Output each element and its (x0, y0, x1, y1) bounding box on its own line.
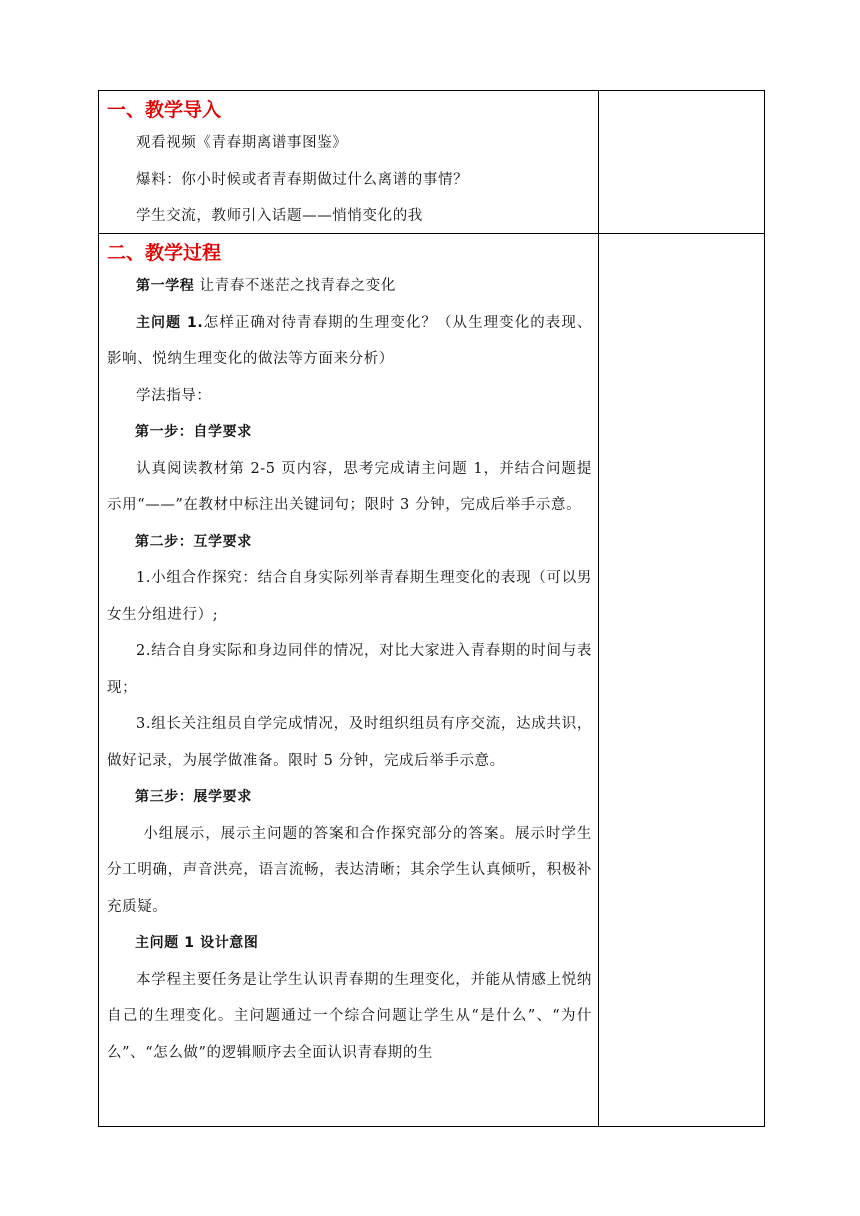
step2-item: 2.结合自身实际和身边同伴的情况，对比大家进入青春期的时间与表现； (107, 643, 592, 696)
main-question (107, 305, 592, 378)
lesson-plan-table (98, 90, 765, 1127)
step3-title: 第三步：展学要求 (135, 789, 252, 805)
method-guide: 学法指导： (136, 387, 212, 404)
step2-item: 3.组长关注组员自学完成情况，及时组织组员有序交流，达成共识，做好记录，为展学做准备。限时 5 分钟，完成后举手示意。 (107, 716, 592, 769)
intro-cell (99, 91, 599, 234)
stage-line (107, 268, 592, 305)
intro-heading: 一、教学导入 (107, 99, 222, 121)
process-heading: 二、教学过程 (107, 242, 222, 264)
intro-line: 爆料：你小时候或者青春期做过什么离谱的事情？ (136, 171, 469, 188)
intro-row (99, 91, 765, 234)
main-question-text: 怎样正确对待青春期的生理变化？（从生理变化的表现、影响、悦纳生理变化的做法等方面来分析） (107, 314, 592, 367)
design-text: 本学程主要任务是让学生认识青春期的生理变化，并能从情感上悦纳自己的生理变化。主问题通过一个综合问题让学生从“是什么”、“为什么”、“怎么做”的逻辑顺序去全面认识青春期的生 (107, 971, 592, 1061)
stage-label: 第一学程 (136, 278, 195, 294)
process-row (99, 234, 765, 1127)
intro-line: 学生交流，教师引入话题——悄悄变化的我 (136, 208, 423, 224)
step1-text: 认真阅读教材第 2-5 页内容，思考完成请主问题 1，并结合问题提示用“——”在教材中标注出关键词句；限时 3 分钟，完成后举手示意。 (107, 460, 592, 513)
step3-text: 小组展示，展示主问题的答案和合作探究部分的答案。展示时学生分工明确，声音洪亮，语言流畅，表达清晰；其余学生认真倾听，积极补充质疑。 (107, 825, 592, 915)
stage-text: 让青春不迷茫之找青春之变化 (194, 278, 396, 294)
process-notes-cell (599, 234, 765, 1127)
main-question-label: 主问题 1. (136, 314, 204, 331)
intro-notes-cell (599, 91, 765, 234)
step2-title: 第二步：互学要求 (135, 533, 252, 550)
process-cell (99, 234, 599, 1127)
design-title: 主问题 1 设计意图 (135, 935, 259, 951)
step2-item: 1.小组合作探究：结合自身实际列举青春期生理变化的表现（可以男女生分组进行）; (107, 570, 592, 623)
intro-line: 观看视频《青春期离谱事图鉴》 (136, 135, 348, 151)
step1-title: 第一步：自学要求 (135, 424, 252, 440)
